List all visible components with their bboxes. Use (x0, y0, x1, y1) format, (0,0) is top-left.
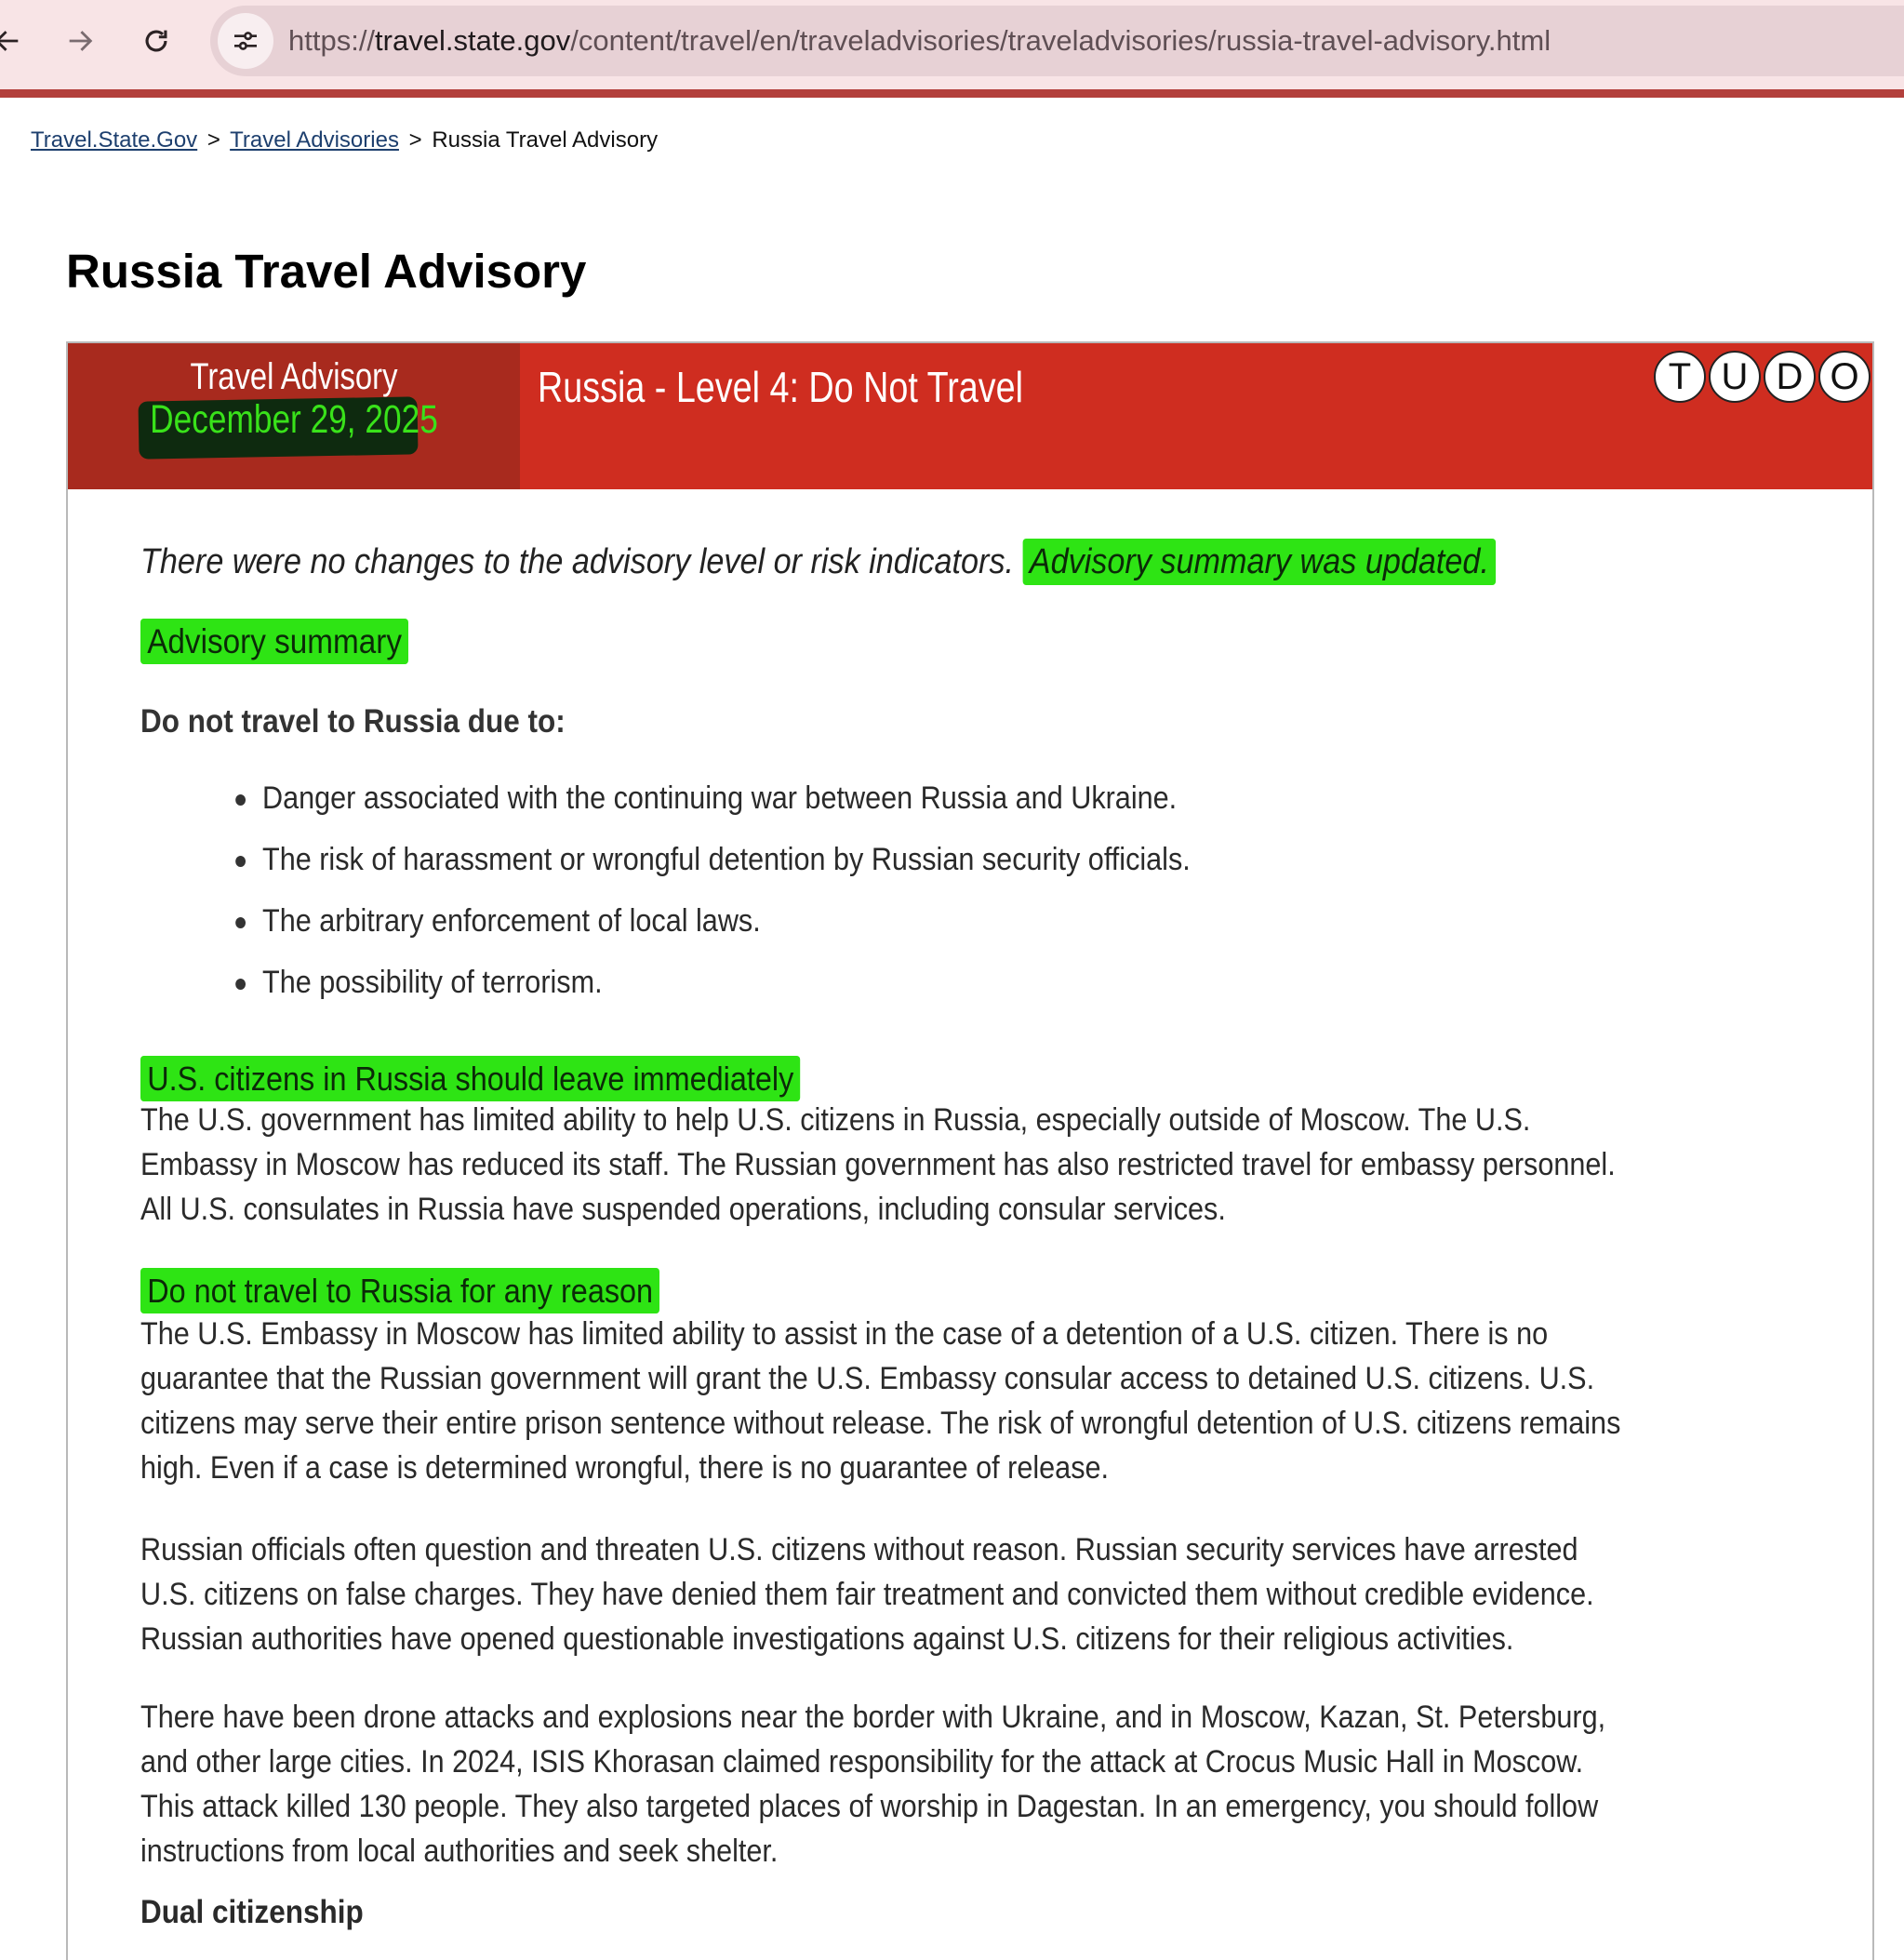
browser-toolbar (0, 0, 1904, 89)
dual-citizenship-heading: Dual citizenship (140, 1894, 364, 1930)
url-text[interactable] (288, 6, 1551, 76)
risk-badge-t[interactable]: T (1654, 351, 1706, 403)
address-bar[interactable] (210, 6, 1904, 76)
back-button[interactable] (0, 20, 28, 61)
list-item: The possibility of terrorism. (229, 960, 1191, 1021)
list-item: Danger associated with the continuing war between Russia and Ukraine. (229, 776, 1191, 837)
toolbar-divider (0, 89, 1904, 98)
no-reason-heading-text: Do not travel to Russia for any reason (140, 1268, 659, 1313)
list-item: The arbitrary enforcement of local laws. (229, 899, 1191, 960)
tune-icon (231, 26, 260, 56)
breadcrumb-home-link[interactable]: Travel.State.Gov (31, 127, 198, 153)
breadcrumb-separator: > (408, 127, 422, 153)
reload-icon (140, 25, 172, 57)
attacks-paragraph: There have been drone attacks and explosions near the border with Ukraine, and in Moscow, Kazan, St. Petersburg, and other large cities. In 2024, ISIS Khorasan claimed responsibility for the attack at Crocus Music Hall in Moscow. This attack killed 130 people. They also targeted places of worship in Dagestan. In an emergency, you should follow instructions from local authorities and seek shelter. (140, 1700, 1606, 1869)
summary-heading-text: Advisory summary (140, 619, 408, 664)
risk-badge-d[interactable]: D (1764, 351, 1816, 403)
leave-heading (140, 1057, 1631, 1101)
reasons-list (229, 776, 1191, 1021)
arrow-left-icon (0, 25, 23, 57)
no-reason-paragraph: The U.S. Embassy in Moscow has limited ability to assist in the case of a detention of a U.S. citizen. There is no guarantee that the Russian government will grant the U.S. Embassy consular access to detained U.S. citizens. U.S. citizens may serve their entire prison sentence without release. The risk of wrongful detention of U.S. citizens remains high. Even if a case is determined wrongful, there is no guarantee of release. (140, 1316, 1621, 1486)
breadcrumb-current: Russia Travel Advisory (432, 127, 659, 153)
breadcrumb (31, 127, 658, 153)
reload-button[interactable] (136, 20, 177, 61)
intro-highlight: Advisory summary was updated. (1023, 539, 1497, 585)
list-item: The risk of harassment or wrongful detention by Russian security officials. (229, 837, 1191, 899)
forward-button[interactable] (60, 20, 100, 61)
leave-paragraph: The U.S. government has limited ability to help U.S. citizens in Russia, especially outside of Moscow. The U.S. Embassy in Moscow has reduced its staff. The Russian government has also restricted travel for embassy personnel. All U.S. consulates in Russia have suspended operations, including consular services. (140, 1102, 1616, 1227)
advisory-header (68, 343, 1872, 489)
reasons-heading: Do not travel to Russia due to: (140, 703, 566, 740)
breadcrumb-advisories-link[interactable]: Travel Advisories (230, 127, 399, 153)
url-path: /content/travel/en/traveladvisories/traveladvisories/russia-travel-advisory.html (570, 24, 1551, 57)
url-host: travel.state.gov (375, 24, 571, 57)
site-info-button[interactable] (218, 13, 273, 69)
arrow-right-icon (64, 25, 96, 57)
no-reason-heading (140, 1269, 1631, 1313)
page-title: Russia Travel Advisory (66, 245, 587, 298)
advisory-date-panel (68, 343, 520, 489)
advisory-intro (140, 540, 1631, 584)
risk-badge-u[interactable]: U (1709, 351, 1761, 403)
advisory-date: December 29, 2025 (150, 397, 438, 442)
officials-paragraph: Russian officials often question and threaten U.S. citizens without reason. Russian security services have arrested U.S. citizens on false charges. They have denied them fair treatment and convicted them without credible evidence. Russian authorities have opened questionable investigations against U.S. citizens for their religious activities. (140, 1532, 1594, 1657)
summary-heading (140, 620, 1631, 664)
leave-heading-text: U.S. citizens in Russia should leave immediately (140, 1056, 801, 1101)
risk-indicator-badges (1654, 351, 1871, 403)
advisory-label: Travel Advisory (190, 356, 398, 397)
intro-text: There were no changes to the advisory level or risk indicators. (140, 542, 1015, 581)
url-scheme: https:// (288, 24, 376, 57)
risk-badge-o[interactable]: O (1818, 351, 1871, 403)
advisory-level-title: Russia - Level 4: Do Not Travel (538, 363, 1024, 411)
breadcrumb-separator: > (206, 127, 220, 153)
